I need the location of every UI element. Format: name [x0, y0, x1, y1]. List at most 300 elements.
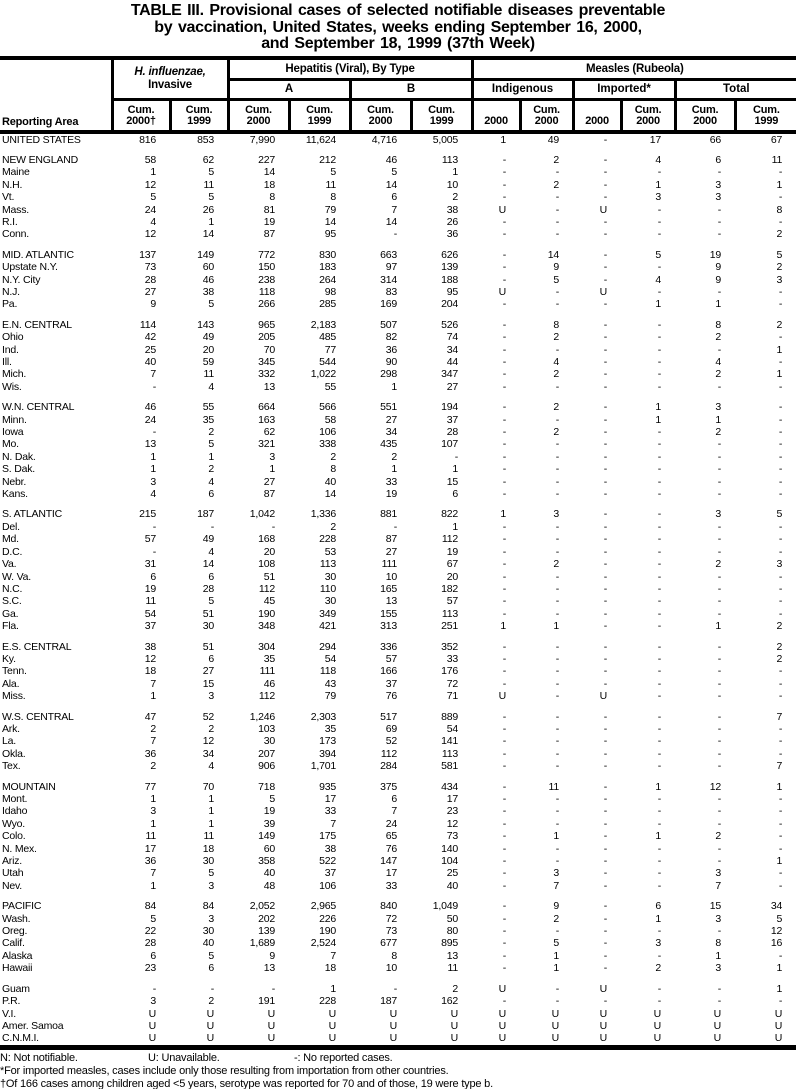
- value-cell: 188: [441, 273, 459, 286]
- value-cell: 1: [150, 166, 156, 179]
- value-cell: 2: [553, 426, 560, 439]
- table-title: [0, 0, 796, 53]
- col-header-3: Cum. 1999: [289, 99, 350, 132]
- table-row: [0, 1032, 796, 1047]
- group-measles: Measles (Rubeola): [472, 58, 796, 80]
- value-cell: 25: [144, 343, 156, 356]
- value-cell: -: [657, 620, 662, 633]
- value-cell: -: [502, 450, 507, 463]
- table-row: [0, 1020, 796, 1032]
- table-row: [0, 843, 796, 855]
- value-cell: 27: [385, 545, 398, 558]
- value-cell: 20: [446, 570, 459, 583]
- value-cell: -: [502, 817, 507, 830]
- value-cell: 1: [208, 805, 215, 818]
- value-cell: 1: [776, 962, 783, 975]
- value-cell: 39: [263, 817, 276, 830]
- table-row: [0, 583, 796, 595]
- value-cell: 9: [715, 261, 722, 274]
- value-cell: -: [502, 780, 507, 793]
- value-cell: 31: [144, 558, 156, 571]
- value-cell: 70: [202, 780, 215, 793]
- value-cell: 5: [208, 166, 215, 179]
- value-cell: U: [267, 1007, 276, 1020]
- value-cell: -: [717, 793, 722, 805]
- value-cell: 90: [385, 356, 398, 368]
- area-cell: Mo.: [2, 438, 19, 451]
- value-cell: 23: [144, 962, 156, 975]
- value-cell: -: [603, 665, 608, 678]
- value-cell: 204: [441, 298, 459, 311]
- value-cell: 67: [446, 558, 459, 571]
- value-cell: 3: [269, 450, 276, 463]
- value-cell: 8: [330, 463, 337, 476]
- value-cell: 3: [776, 558, 783, 571]
- value-cell: -: [502, 855, 507, 868]
- value-cell: 40: [324, 475, 337, 488]
- table-row: [0, 146, 796, 166]
- value-cell: 13: [263, 380, 276, 393]
- value-cell: -: [657, 805, 662, 818]
- value-cell: 28: [202, 582, 215, 595]
- value-cell: -: [717, 475, 722, 488]
- value-cell: -: [502, 925, 507, 938]
- value-cell: 55: [324, 380, 337, 393]
- value-cell: -: [657, 607, 662, 620]
- value-cell: 3: [715, 962, 722, 975]
- area-cell: Wis.: [2, 380, 22, 393]
- value-cell: -: [657, 426, 662, 439]
- area-cell: D.C.: [2, 545, 23, 558]
- value-cell: 7: [330, 949, 337, 962]
- value-cell: 62: [202, 153, 215, 166]
- value-cell: U: [599, 982, 608, 995]
- value-cell: 517: [380, 710, 398, 723]
- value-cell: 113: [441, 153, 459, 166]
- table-row: [0, 880, 796, 892]
- table-row: [0, 665, 796, 677]
- value-cell: 1: [391, 380, 398, 393]
- value-cell: 18: [202, 842, 215, 855]
- value-cell: 394: [319, 747, 337, 760]
- value-cell: 106: [319, 879, 337, 892]
- area-cell: N. Mex.: [2, 842, 37, 855]
- value-cell: 12: [144, 178, 156, 191]
- value-cell: 112: [380, 747, 398, 760]
- value-cell: 6: [655, 900, 662, 913]
- value-cell: 1: [715, 620, 722, 633]
- value-cell: -: [393, 982, 398, 995]
- area-cell: Mich.: [2, 368, 27, 381]
- value-cell: -: [502, 830, 507, 843]
- value-cell: 965: [258, 318, 276, 331]
- value-cell: -: [603, 178, 608, 191]
- value-cell: 5: [776, 508, 783, 521]
- value-cell: -: [657, 677, 662, 690]
- value-cell: 9: [269, 949, 276, 962]
- value-cell: 1: [150, 690, 156, 703]
- value-cell: 718: [258, 780, 276, 793]
- table-row: [0, 521, 796, 533]
- value-cell: 3: [715, 191, 722, 204]
- value-cell: 3: [553, 508, 560, 521]
- value-cell: -: [502, 248, 507, 261]
- value-cell: 23: [446, 805, 459, 818]
- value-cell: 73: [446, 830, 459, 843]
- value-cell: 345: [258, 356, 276, 368]
- table-row: [0, 331, 796, 343]
- table-row: [0, 937, 796, 949]
- value-cell: U: [551, 1007, 560, 1020]
- value-cell: -: [603, 533, 608, 546]
- value-cell: 5: [150, 191, 156, 204]
- value-cell: 67: [770, 133, 783, 146]
- value-cell: -: [778, 805, 783, 818]
- value-cell: 139: [441, 261, 459, 274]
- value-cell: 51: [202, 640, 215, 653]
- value-cell: 1: [500, 508, 507, 521]
- value-cell: 44: [446, 356, 459, 368]
- value-cell: 72: [385, 912, 398, 925]
- value-cell: 294: [319, 640, 337, 653]
- value-cell: -: [502, 677, 507, 690]
- value-cell: 14: [385, 215, 398, 228]
- value-cell: -: [778, 949, 783, 962]
- area-cell: R.I.: [2, 215, 18, 228]
- value-cell: 304: [258, 640, 276, 653]
- value-cell: -: [717, 203, 722, 216]
- value-cell: 626: [441, 248, 459, 261]
- table-row: [0, 760, 796, 772]
- value-cell: -: [555, 710, 560, 723]
- value-cell: -: [717, 722, 722, 735]
- value-cell: 2: [208, 463, 215, 476]
- subgroup-hepatitis-a: A: [228, 79, 350, 99]
- value-cell: 54: [324, 652, 337, 665]
- value-cell: 46: [144, 401, 156, 414]
- value-cell: 69: [385, 722, 398, 735]
- value-cell: -: [603, 817, 608, 830]
- value-cell: -: [603, 426, 608, 439]
- value-cell: -: [778, 520, 783, 533]
- area-cell: Ky.: [2, 652, 16, 665]
- value-cell: 1,246: [249, 710, 276, 723]
- value-cell: 2: [452, 982, 459, 995]
- table-row: [0, 368, 796, 380]
- value-cell: U: [389, 1032, 398, 1045]
- table-row: [0, 925, 796, 937]
- table-row: [0, 261, 796, 273]
- value-cell: 1: [452, 463, 459, 476]
- value-cell: -: [603, 475, 608, 488]
- value-cell: 1: [655, 401, 662, 414]
- value-cell: -: [717, 925, 722, 938]
- value-cell: 5: [208, 438, 215, 451]
- value-cell: -: [603, 735, 608, 748]
- value-cell: 166: [380, 665, 398, 678]
- value-cell: -: [778, 690, 783, 703]
- value-cell: 13: [446, 949, 459, 962]
- value-cell: 3: [208, 690, 215, 703]
- area-cell: Fla.: [2, 620, 19, 633]
- value-cell: 1: [655, 912, 662, 925]
- value-cell: 13: [144, 438, 156, 451]
- value-cell: -: [717, 582, 722, 595]
- value-cell: -: [657, 331, 662, 344]
- value-cell: 4: [553, 356, 560, 368]
- value-cell: 3: [715, 912, 722, 925]
- value-cell: -: [502, 995, 507, 1008]
- value-cell: 118: [319, 665, 337, 678]
- table-row: [0, 451, 796, 463]
- value-cell: 1: [553, 830, 560, 843]
- area-cell: Mass.: [2, 203, 30, 216]
- value-cell: 1: [776, 368, 783, 381]
- value-cell: 14: [324, 215, 337, 228]
- value-cell: -: [657, 760, 662, 773]
- value-cell: 36: [144, 747, 156, 760]
- value-cell: -: [603, 995, 608, 1008]
- value-cell: 5: [208, 867, 215, 880]
- value-cell: 2,303: [310, 710, 337, 723]
- table-row: [0, 500, 796, 520]
- value-cell: 251: [441, 620, 459, 633]
- value-cell: U: [267, 1019, 276, 1032]
- value-cell: 30: [263, 735, 276, 748]
- value-cell: -: [657, 747, 662, 760]
- value-cell: -: [555, 413, 560, 426]
- value-cell: -: [603, 640, 608, 653]
- value-cell: 7: [391, 805, 398, 818]
- value-cell: 176: [441, 665, 459, 678]
- area-cell: Nev.: [2, 879, 23, 892]
- value-cell: 566: [319, 401, 337, 414]
- value-cell: 6: [391, 793, 398, 805]
- value-cell: -: [603, 401, 608, 414]
- value-cell: U: [653, 1007, 662, 1020]
- value-cell: -: [778, 356, 783, 368]
- value-cell: 17: [144, 842, 156, 855]
- table-body: [0, 132, 796, 1048]
- table-row: [0, 735, 796, 747]
- value-cell: 79: [324, 690, 337, 703]
- value-cell: -: [555, 380, 560, 393]
- value-cell: -: [603, 215, 608, 228]
- area-cell: E.S. CENTRAL: [2, 640, 72, 653]
- value-cell: -: [502, 545, 507, 558]
- value-cell: 3: [208, 879, 215, 892]
- value-cell: 3: [715, 508, 722, 521]
- value-cell: 163: [258, 413, 276, 426]
- value-cell: 38: [446, 203, 459, 216]
- value-cell: 1: [208, 215, 215, 228]
- value-cell: 2: [330, 520, 337, 533]
- value-cell: 1: [150, 463, 156, 476]
- value-cell: 4: [208, 760, 215, 773]
- value-cell: 5: [208, 191, 215, 204]
- value-cell: 22: [144, 925, 156, 938]
- value-cell: 830: [319, 248, 337, 261]
- value-cell: 113: [319, 558, 337, 571]
- value-cell: -: [555, 463, 560, 476]
- value-cell: 57: [144, 533, 156, 546]
- value-cell: -: [603, 937, 608, 950]
- area-cell: Ala.: [2, 677, 20, 690]
- value-cell: -: [778, 995, 783, 1008]
- value-cell: 314: [380, 273, 398, 286]
- value-cell: 190: [258, 607, 276, 620]
- value-cell: U: [206, 1032, 215, 1045]
- table-row: [0, 962, 796, 974]
- value-cell: -: [502, 722, 507, 735]
- value-cell: 57: [385, 652, 398, 665]
- value-cell: -: [502, 215, 507, 228]
- value-cell: -: [152, 982, 156, 995]
- table-row: [0, 344, 796, 356]
- value-cell: 9: [150, 298, 156, 311]
- value-cell: -: [657, 817, 662, 830]
- table-row: [0, 463, 796, 475]
- value-cell: 1,042: [249, 508, 276, 521]
- value-cell: -: [502, 191, 507, 204]
- value-cell: U: [328, 1032, 337, 1045]
- value-cell: -: [657, 582, 662, 595]
- value-cell: -: [555, 298, 560, 311]
- value-cell: 1: [715, 949, 722, 962]
- value-cell: -: [657, 545, 662, 558]
- value-cell: -: [555, 582, 560, 595]
- value-cell: -: [603, 912, 608, 925]
- value-cell: U: [713, 1007, 722, 1020]
- value-cell: -: [657, 710, 662, 723]
- value-cell: -: [603, 133, 608, 146]
- value-cell: 11: [325, 178, 337, 191]
- value-cell: 20: [202, 343, 215, 356]
- value-cell: -: [603, 438, 608, 451]
- value-cell: -: [657, 285, 662, 298]
- value-cell: 80: [446, 925, 459, 938]
- value-cell: 46: [202, 273, 215, 286]
- col-header-0: Cum. 2000†: [112, 99, 170, 132]
- area-cell: Vt.: [2, 191, 15, 204]
- value-cell: -: [502, 166, 507, 179]
- value-cell: -: [555, 735, 560, 748]
- value-cell: 46: [263, 677, 276, 690]
- value-cell: -: [657, 261, 662, 274]
- value-cell: -: [657, 463, 662, 476]
- value-cell: U: [206, 1019, 215, 1032]
- value-cell: 113: [441, 607, 459, 620]
- value-cell: -: [657, 842, 662, 855]
- value-cell: -: [717, 760, 722, 773]
- value-cell: 137: [139, 248, 156, 261]
- value-cell: -: [778, 488, 783, 501]
- table-row: [0, 488, 796, 500]
- area-cell: W.S. CENTRAL: [2, 710, 74, 723]
- value-cell: 1: [655, 780, 662, 793]
- table-row: [0, 1008, 796, 1020]
- value-cell: 60: [263, 842, 276, 855]
- col-header-6: 2000: [472, 99, 520, 132]
- value-cell: 1: [452, 520, 459, 533]
- value-cell: 24: [385, 817, 398, 830]
- value-cell: 38: [144, 640, 156, 653]
- table-row: [0, 773, 796, 793]
- value-cell: 83: [385, 285, 398, 298]
- value-cell: 139: [258, 925, 276, 938]
- value-cell: 19: [263, 805, 276, 818]
- area-cell: S. Dak.: [2, 463, 36, 476]
- value-cell: 551: [380, 401, 398, 414]
- value-cell: 1,022: [310, 368, 337, 381]
- legend-not-notifiable: N: Not notifiable.: [0, 1051, 78, 1064]
- table-row: [0, 633, 796, 653]
- value-cell: -: [717, 438, 722, 451]
- value-cell: 264: [319, 273, 337, 286]
- table-row: [0, 995, 796, 1007]
- area-cell: Ill.: [2, 356, 12, 368]
- value-cell: -: [603, 520, 608, 533]
- value-cell: -: [657, 166, 662, 179]
- value-cell: 38: [324, 842, 337, 855]
- value-cell: 2: [553, 178, 560, 191]
- value-cell: 13: [263, 962, 276, 975]
- subgroup-total: Total: [675, 79, 796, 99]
- area-cell: Conn.: [2, 228, 30, 241]
- value-cell: -: [555, 793, 560, 805]
- col-header-10: Cum. 2000: [675, 99, 735, 132]
- table-row: [0, 805, 796, 817]
- value-cell: 18: [324, 962, 337, 975]
- value-cell: 2: [776, 318, 783, 331]
- value-cell: -: [502, 607, 507, 620]
- value-cell: 2: [208, 995, 215, 1008]
- value-cell: -: [717, 652, 722, 665]
- value-cell: 97: [385, 261, 398, 274]
- value-cell: 313: [380, 620, 398, 633]
- value-cell: -: [502, 582, 507, 595]
- value-cell: U: [389, 1019, 398, 1032]
- value-cell: -: [603, 582, 608, 595]
- value-cell: -: [657, 438, 662, 451]
- table-row: [0, 855, 796, 867]
- area-cell: W. Va.: [2, 570, 31, 583]
- value-cell: 298: [380, 368, 398, 381]
- table-row: [0, 166, 796, 178]
- value-cell: U: [450, 1007, 459, 1020]
- value-cell: 6: [391, 191, 398, 204]
- value-cell: 2: [715, 558, 722, 571]
- value-cell: -: [778, 475, 783, 488]
- legend-line: [0, 1052, 796, 1065]
- value-cell: -: [603, 356, 608, 368]
- value-cell: -: [778, 842, 783, 855]
- value-cell: 8: [553, 318, 560, 331]
- value-cell: -: [502, 228, 507, 241]
- value-cell: 27: [385, 413, 398, 426]
- value-cell: 4,716: [371, 133, 398, 146]
- value-cell: 87: [385, 533, 398, 546]
- value-cell: 27: [144, 285, 156, 298]
- table-row: [0, 913, 796, 925]
- value-cell: -: [603, 545, 608, 558]
- value-cell: -: [555, 805, 560, 818]
- value-cell: -: [717, 285, 722, 298]
- table-row: [0, 274, 796, 286]
- value-cell: -: [555, 722, 560, 735]
- value-cell: -: [555, 690, 560, 703]
- value-cell: 14: [202, 558, 215, 571]
